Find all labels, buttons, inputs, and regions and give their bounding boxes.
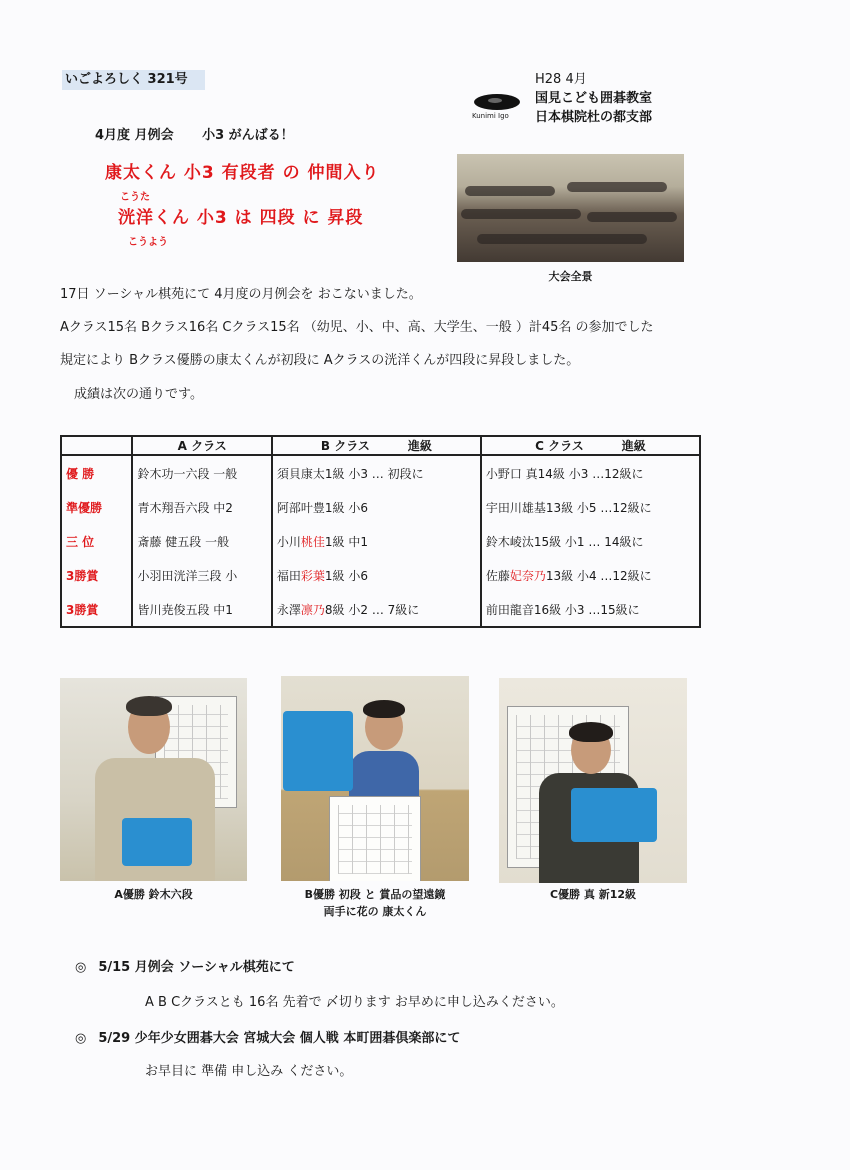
- class-a-cell: 青木翔吾六段 中2: [132, 490, 271, 524]
- issue-date: H28 4月: [535, 72, 587, 87]
- hall-photo-caption: 大会全景: [548, 270, 593, 283]
- org-name-1: 国見こども囲碁教室: [535, 91, 653, 106]
- meeting-title: 4月度 月例会: [95, 128, 174, 143]
- class-b-winner-photo: [281, 676, 469, 881]
- class-b-caption-line-1: B優勝 初段 と 賞品の望遠鏡: [304, 888, 446, 901]
- headline-kota: 康太くん 小3 有段者 の 仲間入り: [105, 163, 380, 183]
- class-b-cell: 福田彩葉1級 小6: [272, 558, 481, 592]
- class-a-cell: 小羽田洸洋三段 小: [132, 558, 271, 592]
- table-row: [61, 524, 700, 558]
- class-b-header: B クラス 進級: [272, 436, 481, 455]
- report-paragraph-1: 17日 ソーシャル棋苑にて 4月度の月例会を おこないました。: [60, 287, 422, 302]
- class-b-photo-caption: [276, 886, 474, 920]
- class-c-cell: 佐藤妃奈乃13級 小4 …12級に: [481, 558, 700, 592]
- class-b-cell: 須貝康太1級 小3 … 初段に: [272, 455, 481, 490]
- rank-header: [61, 436, 132, 455]
- rank-cell: 準優勝: [61, 490, 132, 524]
- ruby-kota: こうた: [120, 192, 150, 203]
- results-header-row: [61, 436, 700, 455]
- table-row: [61, 490, 700, 524]
- class-c-cell: 小野口 真14級 小3 …12級に: [481, 455, 700, 490]
- class-c-cell: 鈴木崚汰15級 小1 … 14級に: [481, 524, 700, 558]
- class-c-cell: 宇田川雄基13級 小5 …12級に: [481, 490, 700, 524]
- report-paragraph-3: 規定により Bクラス優勝の康太くんが初段に Aクラスの洸洋くんが四段に昇段しました。: [60, 353, 580, 368]
- bullseye-icon: ◎: [75, 1031, 87, 1046]
- class-c-photo-caption: C優勝 真 新12級: [549, 888, 637, 901]
- org-name-2: 日本棋院杜の都支部: [535, 110, 653, 125]
- class-c-grade-header: 進級: [621, 439, 646, 453]
- class-a-header: A クラス: [132, 436, 271, 455]
- report-paragraph-2: Aクラス15名 Bクラス16名 Cクラス15名 （幼児、小、中、高、大学生、一般 ）計45名 の参加でした: [60, 320, 654, 335]
- table-row: [61, 558, 700, 592]
- class-b-grade-header: 進級: [407, 439, 432, 453]
- class-a-cell: 斎藤 健五段 一般: [132, 524, 271, 558]
- table-row: [61, 592, 700, 627]
- results-table: [60, 435, 701, 628]
- class-b-cell: 小川桃佳1級 中1: [272, 524, 481, 558]
- logo-text: Kunimi Igo: [472, 112, 509, 120]
- tournament-hall-photo: [457, 154, 684, 262]
- class-b-caption-line-2: 両手に花の 康太くん: [323, 905, 427, 918]
- class-a-cell: 皆川尭俊五段 中1: [132, 592, 271, 627]
- issue-tag: いごよろしく 321号: [62, 70, 205, 90]
- class-c-winner-photo: [499, 678, 687, 883]
- header-org-block: [535, 70, 652, 127]
- rank-cell: 優 勝: [61, 455, 132, 490]
- report-paragraph-4: 成績は次の通りです。: [74, 387, 203, 402]
- notice-may29-detail: お早目に 準備 申し込み ください。: [145, 1064, 353, 1079]
- meeting-slogan: 小3 がんばる！: [202, 128, 294, 143]
- table-row: [61, 455, 700, 490]
- rank-cell: 3勝賞: [61, 558, 132, 592]
- go-stone-icon: [474, 94, 520, 110]
- class-b-cell: 永澤凛乃8級 小2 … 7級に: [272, 592, 481, 627]
- meeting-line: [95, 124, 318, 143]
- class-a-photo-caption: A優勝 鈴木六段: [114, 888, 193, 901]
- notice-may29-title: 5/29 少年少女囲碁大会 宮城大会 個人戦 本町囲碁倶楽部にて: [98, 1031, 461, 1046]
- notice-may15: [75, 956, 295, 975]
- class-b-cell: 阿部叶豊1級 小6: [272, 490, 481, 524]
- class-c-cell: 前田龍音16級 小3 …15級に: [481, 592, 700, 627]
- notice-may29: [75, 1027, 460, 1046]
- class-c-header: C クラス 進級: [481, 436, 700, 455]
- class-a-cell: 鈴木功一六段 一般: [132, 455, 271, 490]
- notice-may15-detail: A B Cクラスとも 16名 先着で 〆切ります お早めに申し込みください。: [145, 995, 564, 1010]
- class-a-winner-photo: [60, 678, 247, 881]
- notice-may15-title: 5/15 月例会 ソーシャル棋苑にて: [98, 960, 295, 975]
- headline-koyo: 洸洋くん 小3 は 四段 に 昇段: [118, 208, 364, 228]
- club-logo: [472, 92, 524, 122]
- ruby-koyo: こうよう: [128, 237, 168, 248]
- rank-cell: 三 位: [61, 524, 132, 558]
- rank-cell: 3勝賞: [61, 592, 132, 627]
- bullseye-icon: ◎: [75, 960, 87, 975]
